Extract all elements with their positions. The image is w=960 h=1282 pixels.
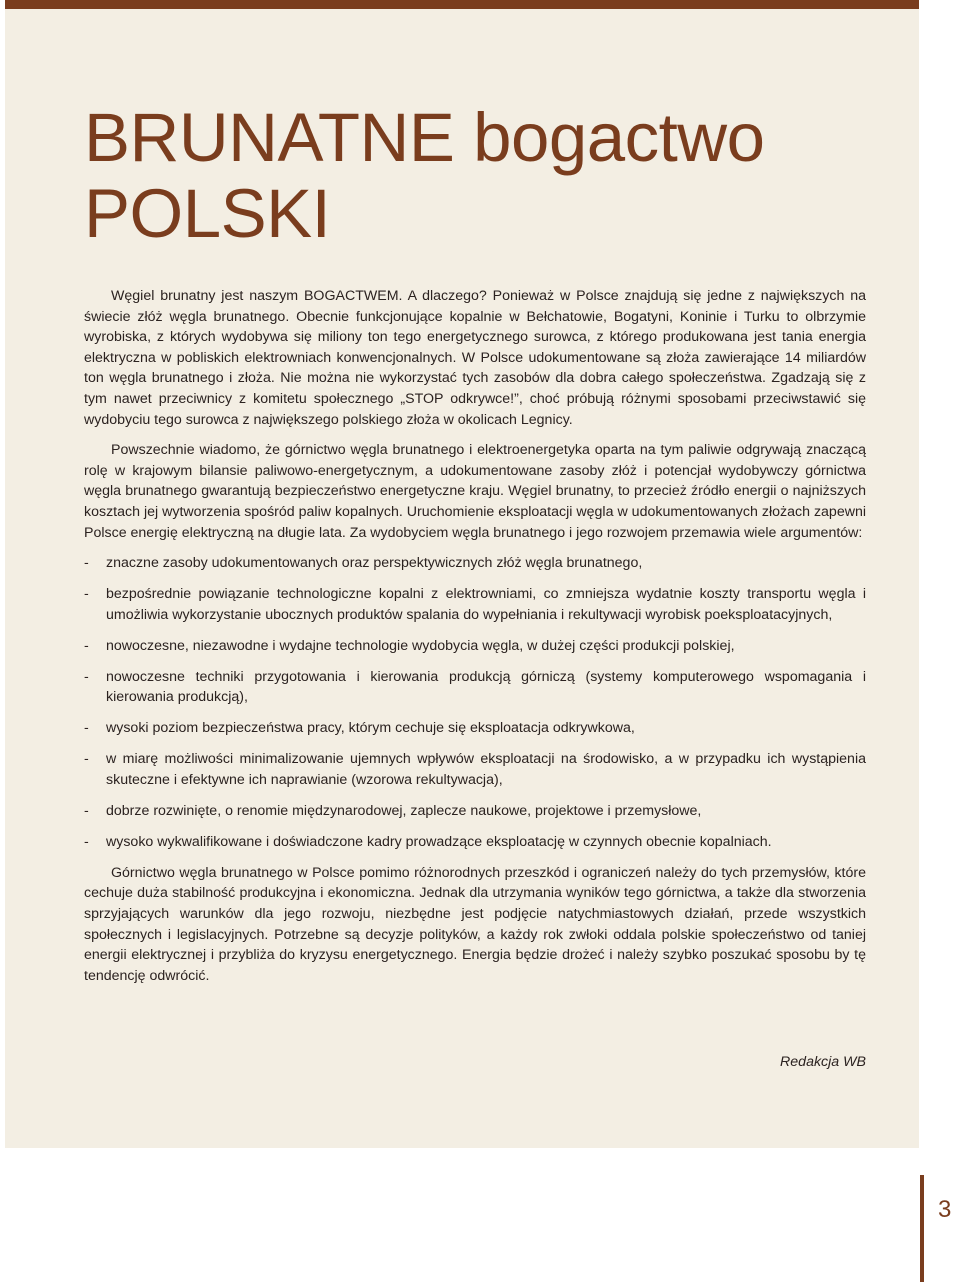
list-item — [84, 553, 866, 574]
list-dash: - — [84, 720, 89, 737]
list-item-text: wysoki poziom bezpieczeństwa pracy, którym cechuje się eksploatacja odkrywkowa, — [106, 720, 635, 737]
list-dash: - — [84, 586, 89, 603]
list-item-text: nowoczesne techniki przygotowania i kierowania produkcją górniczą (systemy komputerowego wspomagania i kierowania produkcją), — [106, 668, 866, 706]
list-dash: - — [84, 802, 89, 819]
list-item — [84, 832, 866, 853]
list-item-text: bezpośrednie powiązanie technologiczne kopalni z elektrowniami, co zmniejsza wydatnie koszty transportu węgla i umożliwia wykorzystanie ubocznych produktów spalania do wypełniania i rekultywacji wyrobisk poeksploatacyjnych, — [106, 586, 866, 623]
paragraph-closing: Górnictwo węgla brunatnego w Polsce pomimo różnorodnych przeszkód i ograniczeń należy do tych przemysłów, które cechuje duża stabilność produkcyjna i ekonomiczna. Jednak dla utrzymania wyników tego górnictwa, a także dla stworzenia sprzyjających warunków dla jego rozwoju, niezbędne jest podjęcie natychmiastowych działań, przede wszystkich społecznych i legislacyjnych. Potrzebne są decyzje polityków, a każdy rok zwłoki oddala polskie społeczeństwo od taniej energii elektrycznej i przybliża do kryzysu energetycznego. Energia będzie drożeć i należy szybko poszukać sposobu by tę tendencję odwrócić. — [84, 864, 866, 984]
list-item-text: wysoko wykwalifikowane i doświadczone kadry prowadzące eksploatację w czynnych obecnie kopalniach. — [106, 833, 772, 850]
title-line-1: BRUNATNE bogactwo — [84, 99, 765, 176]
list-dash: - — [84, 668, 89, 685]
list-item — [84, 636, 866, 657]
list-dash: - — [84, 751, 89, 768]
list-dash: - — [84, 555, 89, 572]
page-number: 3 — [938, 1196, 952, 1223]
list-item — [84, 749, 866, 790]
title-line-2: POLSKI — [84, 175, 331, 252]
paragraph-arguments: Powszechnie wiadomo, że górnictwo węgla brunatnego i elektroenergetyka oparta na tym paliwie odgrywają znaczącą rolę w krajowym bilansie paliwowo-energetycznym, a udokumentowane zasoby złóż i potencjał wydobywczy górnictwa węgla brunatnego gwarantują bezpieczeństwo energetyczne kraju. Węgiel brunatny, to przecież źródło energii o najniższych kosztach jej wytworzenia spośród paliw kopalnych. Uruchomienie eksploatacji węgla w udokumentowanych złożach zapewni Polsce energię elektryczną na długie lata. Za wydobyciem węgla brunatnego i jego rozwojem przemawia wiele argumentów: — [84, 442, 866, 541]
page-title — [84, 100, 764, 252]
list-item — [84, 718, 866, 739]
arguments-list — [84, 553, 866, 852]
list-item — [84, 584, 866, 625]
list-item-text: dobrze rozwinięte, o renomie międzynarodowej, zaplecze naukowe, projektowe i przemysłowe, — [106, 802, 702, 819]
list-item-text: w miarę możliwości minimalizowanie ujemnych wpływów eksploatacji na środowisko, a w przypadku ich wystąpienia skuteczne i efektywne ich naprawianie (wzorowa rekultywacja), — [106, 751, 866, 788]
signature: Redakcja WB — [780, 1054, 866, 1070]
list-dash: - — [84, 833, 89, 850]
top-accent-bar — [5, 0, 919, 9]
list-item — [84, 667, 866, 708]
paragraph-intro: Węgiel brunatny jest naszym BOGACTWEM. A dlaczego? Ponieważ w Polsce znajdują się jedne z największych na świecie złóż węgla brunatnego. Obecnie funkcjonujące kopalnie w Bełchatowie, Bogatyni, Koninie i Turku to olbrzymie wyrobiska, z których wydobywa się miliony ton tego energetycznego surowca, z którego produkowana jest tania energia elektryczna w pobliskich elektrowniach konwencjonalnych. W Polsce udokumentowane są złoża zawierające 14 miliardów ton węgla brunatnego i złoża. Nie można nie wykorzystać tych zasobów dla dobra całego społeczeństwa. Zgadzają się z tym nawet przeciwnicy z komitetu społecznego „STOP odkrywce!”, choć próbują różnymi sposobami przeciwstawić się wydobyciu tego surowca z największego polskiego złoża w okolicach Legnicy. — [84, 288, 866, 428]
list-item-text: nowoczesne, niezawodne i wydajne technologie wydobycia węgla, w dużej części produkcji polskiej, — [106, 637, 735, 654]
list-item-text: znaczne zasoby udokumentowanych oraz perspektywicznych złóż węgla brunatnego, — [106, 555, 643, 572]
list-dash: - — [84, 637, 89, 654]
list-item — [84, 801, 866, 822]
article-body — [84, 286, 866, 986]
page-number-bar — [920, 1175, 924, 1282]
